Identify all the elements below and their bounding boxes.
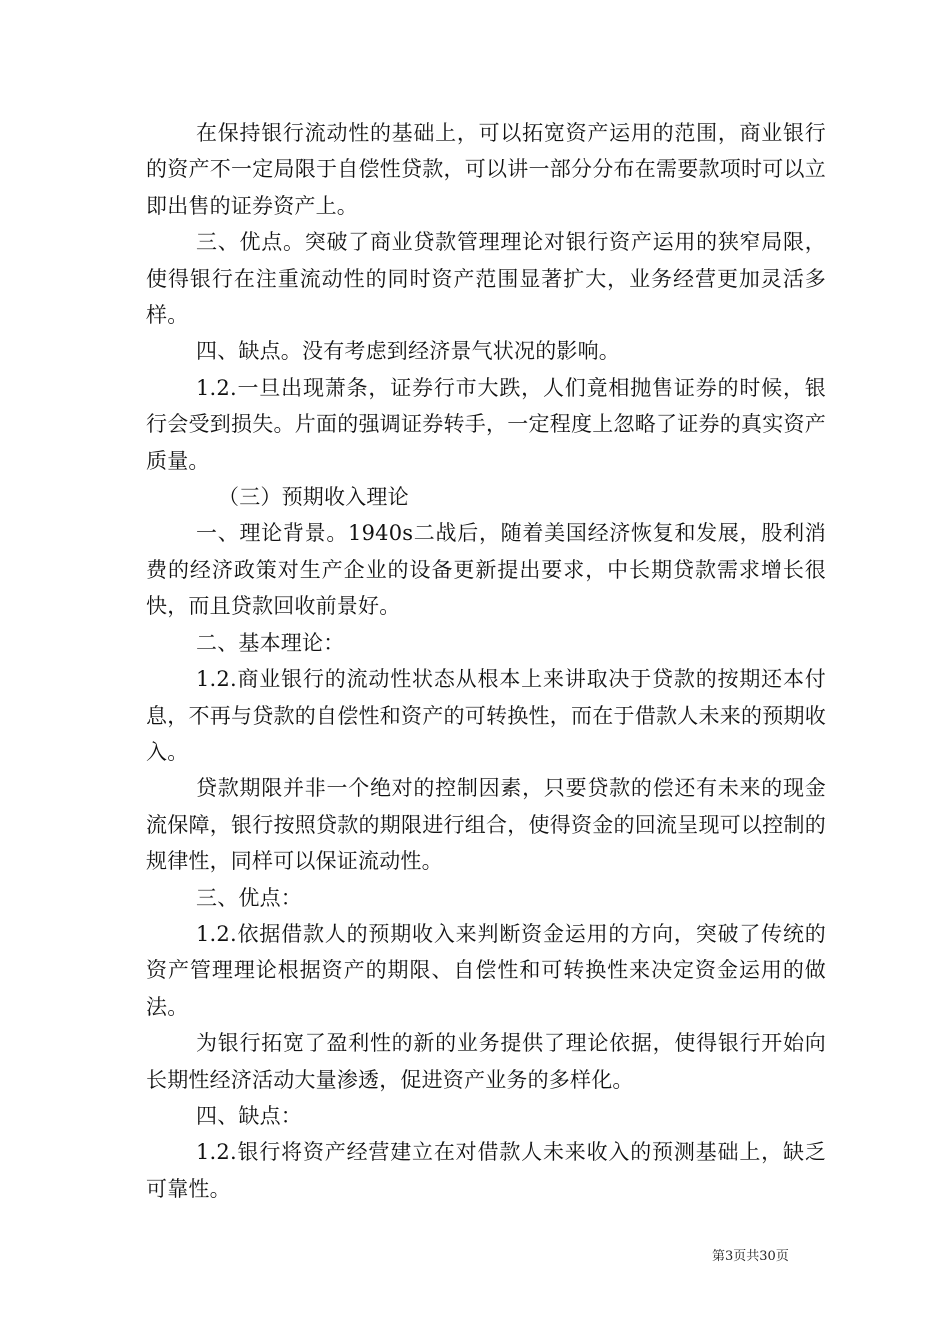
paragraph-recession-loss: 1.2.一旦出现萧条，证券行市大跌，人们竟相抛售证券的时候，银行会受到损失。片面的强调证券转手，一定程度上忽略了证券的真实资产质量。 — [146, 375, 826, 473]
paragraph-expected-income-basis: 1.2.依据借款人的预期收入来判断资金运用的方向，突破了传统的资产管理理论根据资产的期限、自偿性和可转换性来决定资金运用的做法。 — [146, 921, 826, 1019]
paragraph-disadvantages-heading: 四、缺点： — [196, 1103, 302, 1128]
paragraph-liquidity-depends: 1.2.商业银行的流动性状态从根本上来讲取决于贷款的按期还本付息，不再与贷款的自偿性和资产的可转换性，而在于借款人未来的预期收入。 — [146, 667, 826, 764]
paragraph-theory-background: 一、理论背景。1940s二战后，随着美国经济恢复和发展，股利消费的经济政策对生产企业的设备更新提出要求，中长期贷款需求增长很快，而且贷款回收前景好。 — [146, 521, 826, 619]
paragraph-profitability-basis: 为银行拓宽了盈利性的新的业务提供了理论依据，使得银行开始向长期性经济活动大量渗透，促进资产业务的多样化。 — [146, 1031, 826, 1092]
paragraph-loan-term: 贷款期限并非一个绝对的控制因素，只要贷款的偿还有未来的现金流保障，银行按照贷款的期限进行组合，使得资金的回流呈现可以控制的规律性，同样可以保证流动性。 — [146, 776, 826, 874]
paragraph-advantages-heading: 三、优点： — [196, 885, 302, 910]
paragraph-liquidity-scope: 在保持银行流动性的基础上，可以拓宽资产运用的范围，商业银行的资产不一定局限于自偿性贷款，可以讲一部分分布在需要款项时可以立即出售的证券资产上。 — [146, 121, 826, 218]
document-body — [146, 115, 826, 1207]
paragraph-disadvantages: 四、缺点。没有考虑到经济景气状况的影响。 — [196, 339, 620, 364]
page-number-footer: 第3页共30页 — [712, 1249, 789, 1264]
paragraph-reliability: 1.2.银行将资产经营建立在对借款人未来收入的预测基础上，缺乏可靠性。 — [146, 1140, 826, 1201]
section-heading-expected-income-theory: （三）预期收入理论 — [218, 485, 409, 510]
paragraph-advantages: 三、优点。突破了商业贷款管理理论对银行资产运用的狭窄局限，使得银行在注重流动性的同时资产范围显著扩大，业务经营更加灵活多样。 — [146, 230, 826, 328]
paragraph-basic-theory-heading: 二、基本理论： — [196, 630, 345, 655]
